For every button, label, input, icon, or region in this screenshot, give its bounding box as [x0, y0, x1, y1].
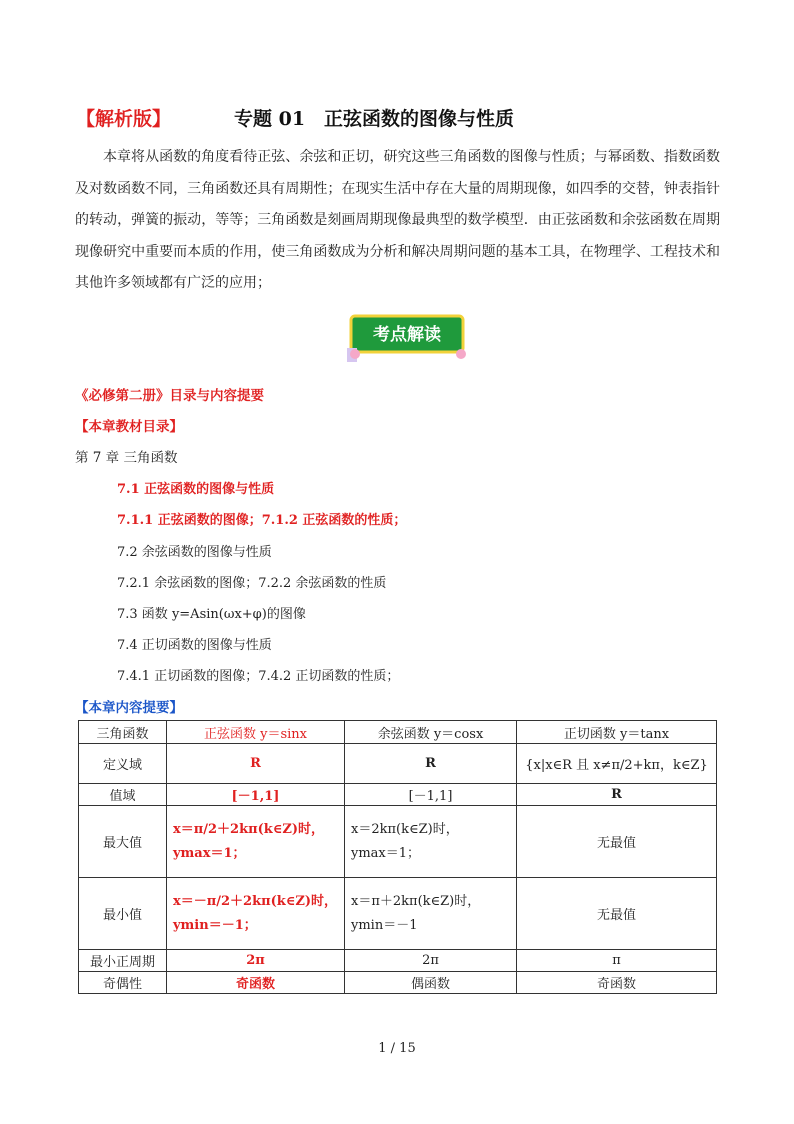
table-cell [345, 878, 517, 950]
table-cell: R [345, 744, 517, 784]
cell-line: x＝－π/2＋2kπ(k∈Z)时， [173, 893, 338, 909]
row-label: 最小正周期 [79, 950, 167, 972]
table-header: 三角函数 [79, 721, 167, 744]
table-header-row [79, 721, 717, 744]
table-header: 正弦函数 y＝sinx [167, 721, 345, 744]
trig-comparison-table [78, 720, 717, 994]
table-header: 正切函数 y＝tanx [517, 721, 717, 744]
page-number: 1 / 15 [378, 1041, 416, 1056]
summary-heading: 【本章内容提要】 [75, 700, 183, 716]
row-label: 定义域 [79, 744, 167, 784]
table-cell: R [167, 744, 345, 784]
toc-heading: 【本章教材目录】 [75, 419, 183, 435]
cell-line: ymin＝－1 [351, 917, 418, 933]
toc-item: 7.1.1 正弦函数的图像；7.1.2 正弦函数的性质； [117, 513, 407, 528]
table-row [79, 784, 717, 806]
cell-line: x＝2kπ(k∈Z)时， [351, 821, 459, 837]
table-cell: 无最值 [517, 878, 717, 950]
table-cell: π [517, 950, 717, 972]
badge-banner [343, 310, 471, 366]
row-label: 值域 [79, 784, 167, 806]
table-cell [345, 806, 517, 878]
toc-item: 7.4.1 正切函数的图像；7.4.2 正切函数的性质； [117, 669, 400, 684]
book-heading: 《必修第二册》目录与内容提要 [75, 388, 264, 404]
table-row [79, 744, 717, 784]
toc-item: 7.1 正弦函数的图像与性质 [117, 482, 275, 497]
row-label: 最小值 [79, 878, 167, 950]
cell-line: x＝π＋2kπ(k∈Z)时， [351, 893, 481, 909]
table-row [79, 950, 717, 972]
toc-item: 7.2.1 余弦函数的图像；7.2.2 余弦函数的性质 [117, 576, 387, 591]
table-cell: 偶函数 [345, 972, 517, 994]
badge-label: 考点解读 [373, 325, 441, 345]
toc-item: 7.4 正切函数的图像与性质 [117, 638, 272, 653]
table-cell: [－1,1] [167, 784, 345, 806]
cell-line: ymax＝1； [351, 845, 421, 861]
topic-title: 专题 01 正弦函数的图像与性质 [234, 108, 515, 130]
intro-paragraph [75, 142, 720, 300]
table-cell: {x|x∈R 且 x≠π/2+kπ，k∈Z} [517, 744, 717, 784]
table-header: 余弦函数 y＝cosx [345, 721, 517, 744]
table-cell [167, 806, 345, 878]
version-tag: 【解析版】 [76, 108, 172, 130]
page-title [76, 104, 515, 131]
chapter-label: 第 7 章 三角函数 [75, 450, 178, 466]
toc-item: 7.3 函数 y=Asin(ωx+φ)的图像 [117, 607, 306, 622]
cell-line: ymax＝1； [173, 845, 246, 861]
table-cell: [－1,1] [345, 784, 517, 806]
table-cell: R [517, 784, 717, 806]
table-row [79, 878, 717, 950]
table-cell [167, 878, 345, 950]
intro-text: 本章将从函数的角度看待正弦、余弦和正切，研究这些三角函数的图像与性质；与幂函数、指数函数及对数函数不同，三角函数还具有周期性；在现实生活中存在大量的周期现像，如四季的交替，钟表指针的转动，弹簧的振动，等等；三角函数是刻画周期现像最典型的数学模型．由正弦函数和余弦函数在周期现像研究中重要而本质的作用，使三角函数成为分析和解决周期问题的基本工具，在物理学、工程技术和其他许多领域都有广泛的应用； [75, 149, 720, 291]
table-row [79, 806, 717, 878]
cell-line: x＝π/2＋2kπ(k∈Z)时， [173, 821, 325, 837]
table-cell: 无最值 [517, 806, 717, 878]
table-cell: 奇函数 [517, 972, 717, 994]
cell-line: ymin＝－1； [173, 917, 257, 933]
table-cell: 2π [345, 950, 517, 972]
row-label: 最大值 [79, 806, 167, 878]
row-label: 奇偶性 [79, 972, 167, 994]
toc-item: 7.2 余弦函数的图像与性质 [117, 545, 272, 560]
table-cell: 奇函数 [167, 972, 345, 994]
table-row [79, 972, 717, 994]
table-cell: 2π [167, 950, 345, 972]
